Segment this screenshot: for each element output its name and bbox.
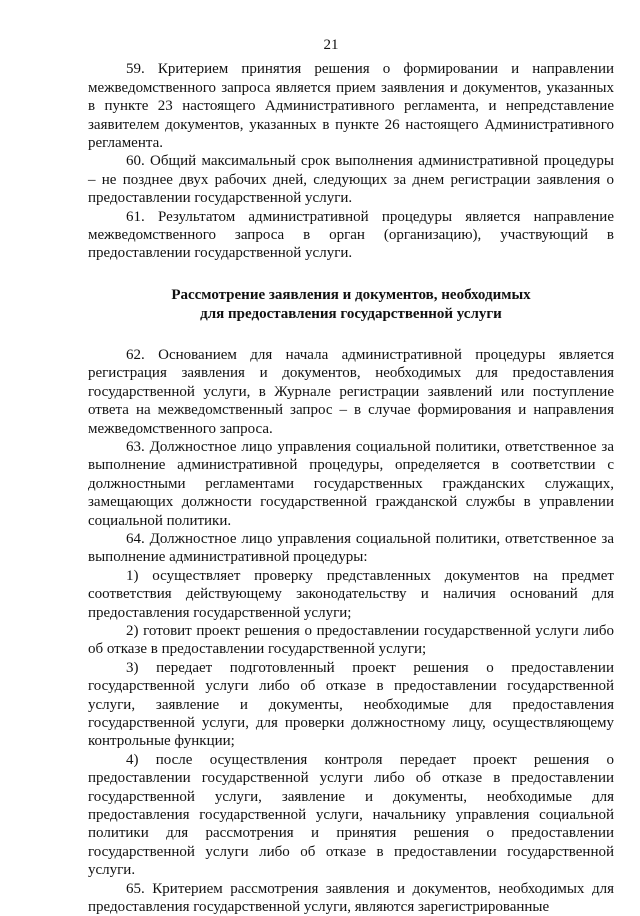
- paragraph-63: 63. Должностное лицо управления социальной политики, ответственное за выполнение административной процедуры, определяется в соответствии с должностными регламентами государственных гражданских служащих, замещающих должности государственной гражданской службы в управлении социальной политики.: [88, 438, 614, 529]
- section-heading-line-1: Рассмотрение заявления и документов, необходимых: [171, 286, 531, 303]
- subitem-1: 1) осуществляет проверку представленных документов на предмет соответствия действующему законодательству и наличия оснований для предоставления государственной услуги;: [88, 567, 614, 621]
- paragraph-64: 64. Должностное лицо управления социальной политики, ответственное за выполнение административной процедуры:: [88, 530, 614, 566]
- section-heading-line-2: для предоставления государственной услуги: [200, 305, 502, 322]
- paragraph-65: 65. Критерием рассмотрения заявления и документов, необходимых для предоставления государственной услуги, являются зарегистрированные: [88, 880, 614, 916]
- subitem-2: 2) готовит проект решения о предоставлении государственной услуги либо об отказе в предоставлении государственной услуги;: [88, 622, 614, 658]
- paragraph-62: 62. Основанием для начала административной процедуры является регистрация заявления и документов, необходимых для предоставления государственной услуги, в Журнале регистрации заявлений или поступление ответа на межведомственный запрос – в случае формирования и направления межведомственного запроса.: [88, 346, 614, 437]
- paragraph-60: 60. Общий максимальный срок выполнения административной процедуры – не позднее двух рабочих дней, следующих за днем регистрации заявления о предоставлении государственной услуги.: [88, 153, 614, 207]
- subitem-4: 4) после осуществления контроля передает проект решения о предоставлении государственной услуги либо об отказе в предоставлении государственной услуги, заявление и документы, необходимые для предоставления государственной услуги, начальнику управления социальной политики для рассмотрения и принятия решения о предоставлении государственной услуги либо об отказе в предоставлении государственной услуги.: [88, 751, 614, 879]
- subitem-3: 3) передает подготовленный проект решения о предоставлении государственной услуги либо об отказе в предоставлении государственной услуги, заявление и документы, необходимые для предоставления государственной услуги, для проверки должностному лицу, осуществляющему контрольные функции;: [88, 659, 614, 750]
- paragraph-59: 59. Критерием принятия решения о формировании и направлении межведомственного запроса является прием заявления и документов, указанных в пункте 23 настоящего Административного регламента, и непредставление заявителем документов, указанных в пункте 26 настоящего Административного регламента.: [88, 61, 614, 152]
- section-heading: [88, 286, 614, 324]
- page-number: 21: [323, 37, 339, 53]
- paragraph-61: 61. Результатом административной процедуры является направление межведомственного запроса в орган (организацию), участвующий в предоставлении государственной услуги.: [88, 208, 614, 262]
